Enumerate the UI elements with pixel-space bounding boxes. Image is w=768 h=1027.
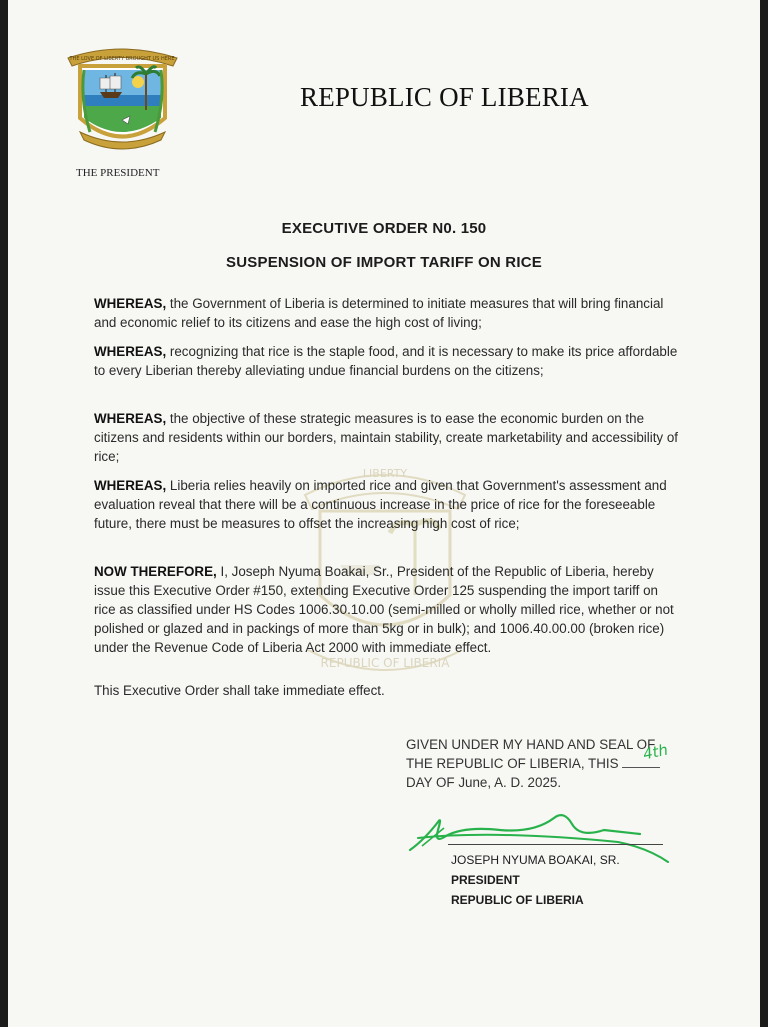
country-heading: REPUBLIC OF LIBERIA (300, 82, 589, 112)
whereas-paragraph-4 (94, 476, 678, 533)
paragraph-lead: WHEREAS, (94, 478, 167, 493)
executive-order-number: EXECUTIVE ORDER N0. 150 (281, 220, 487, 237)
signer-block (451, 850, 691, 910)
watermark-bottom-text: REPUBLIC OF LIBERIA (320, 656, 450, 670)
signer-name: JOSEPH NYUMA BOAKAI, SR. (451, 853, 620, 867)
signer-title: PRESIDENT (451, 873, 520, 887)
handwritten-day: 4th (641, 740, 670, 764)
day-blank (622, 767, 660, 768)
paragraph-lead: WHEREAS, (94, 344, 167, 359)
paragraph-text: Liberia relies heavily on imported rice and given that Government's assessment and evaluation reveal that there will be a continuous increase in the price of rice for the foreseeable future, there must be measures to offset the increasing high cost of rice; (94, 478, 667, 531)
whereas-paragraph-3 (94, 409, 678, 466)
paragraph-text: the Government of Liberia is determined to initiate measures that will bring financial and economic relief to its citizens and ease the high cost of living; (94, 296, 664, 330)
now-therefore-paragraph (94, 562, 678, 657)
signature-line (448, 844, 663, 845)
seal-caption: THE PRESIDENT (76, 167, 160, 179)
liberia-coat-of-arms-seal-icon (60, 40, 185, 158)
given-line-3: DAY OF June, A. D. 2025. (406, 775, 562, 790)
whereas-paragraph-1 (94, 294, 678, 332)
paragraph-text: I, Joseph Nyuma Boakai, Sr., President of the Republic of Liberia, hereby issue this Executive Order #150, extending Executive Order 125 suspending the import tariff on rice as classified under HS Codes 1006.30.10.00 (semi-milled or wholly milled rice, whether or not polished or glazed and in packings of more than 5kg or in bulk); and 1006.40.00.00 (broken rice) under the Revenue Code of Liberia Act 2000 with immediate effect. (94, 564, 674, 655)
seal-motto: THE LOVE OF LIBERTY BROUGHT US HERE (69, 56, 175, 62)
whereas-paragraph-2 (94, 342, 678, 380)
executive-order-subject: SUSPENSION OF IMPORT TARIFF ON RICE (226, 254, 542, 271)
given-line-2: THE REPUBLIC OF LIBERIA, THIS (406, 754, 696, 773)
paragraph-text: This Executive Order shall take immediate effect. (94, 683, 385, 698)
paragraph-text: recognizing that rice is the staple food, and it is necessary to make its price affordable to every Liberian thereby alleviating undue financial burdens on the citizens; (94, 344, 678, 378)
paragraph-lead: NOW THEREFORE, (94, 564, 217, 579)
watermark-top-text: LIBERTY (362, 467, 408, 480)
signer-organization: REPUBLIC OF LIBERIA (451, 893, 584, 907)
paragraph-lead: WHEREAS, (94, 411, 167, 426)
paragraph-text: the objective of these strategic measures is to ease the economic burden on the citizens and residents within our borders, maintain stability, create marketability and accessibility of rice; (94, 411, 678, 464)
effect-statement (94, 681, 678, 700)
given-line-1: GIVEN UNDER MY HAND AND SEAL OF (406, 737, 656, 752)
paragraph-lead: WHEREAS, (94, 296, 167, 311)
